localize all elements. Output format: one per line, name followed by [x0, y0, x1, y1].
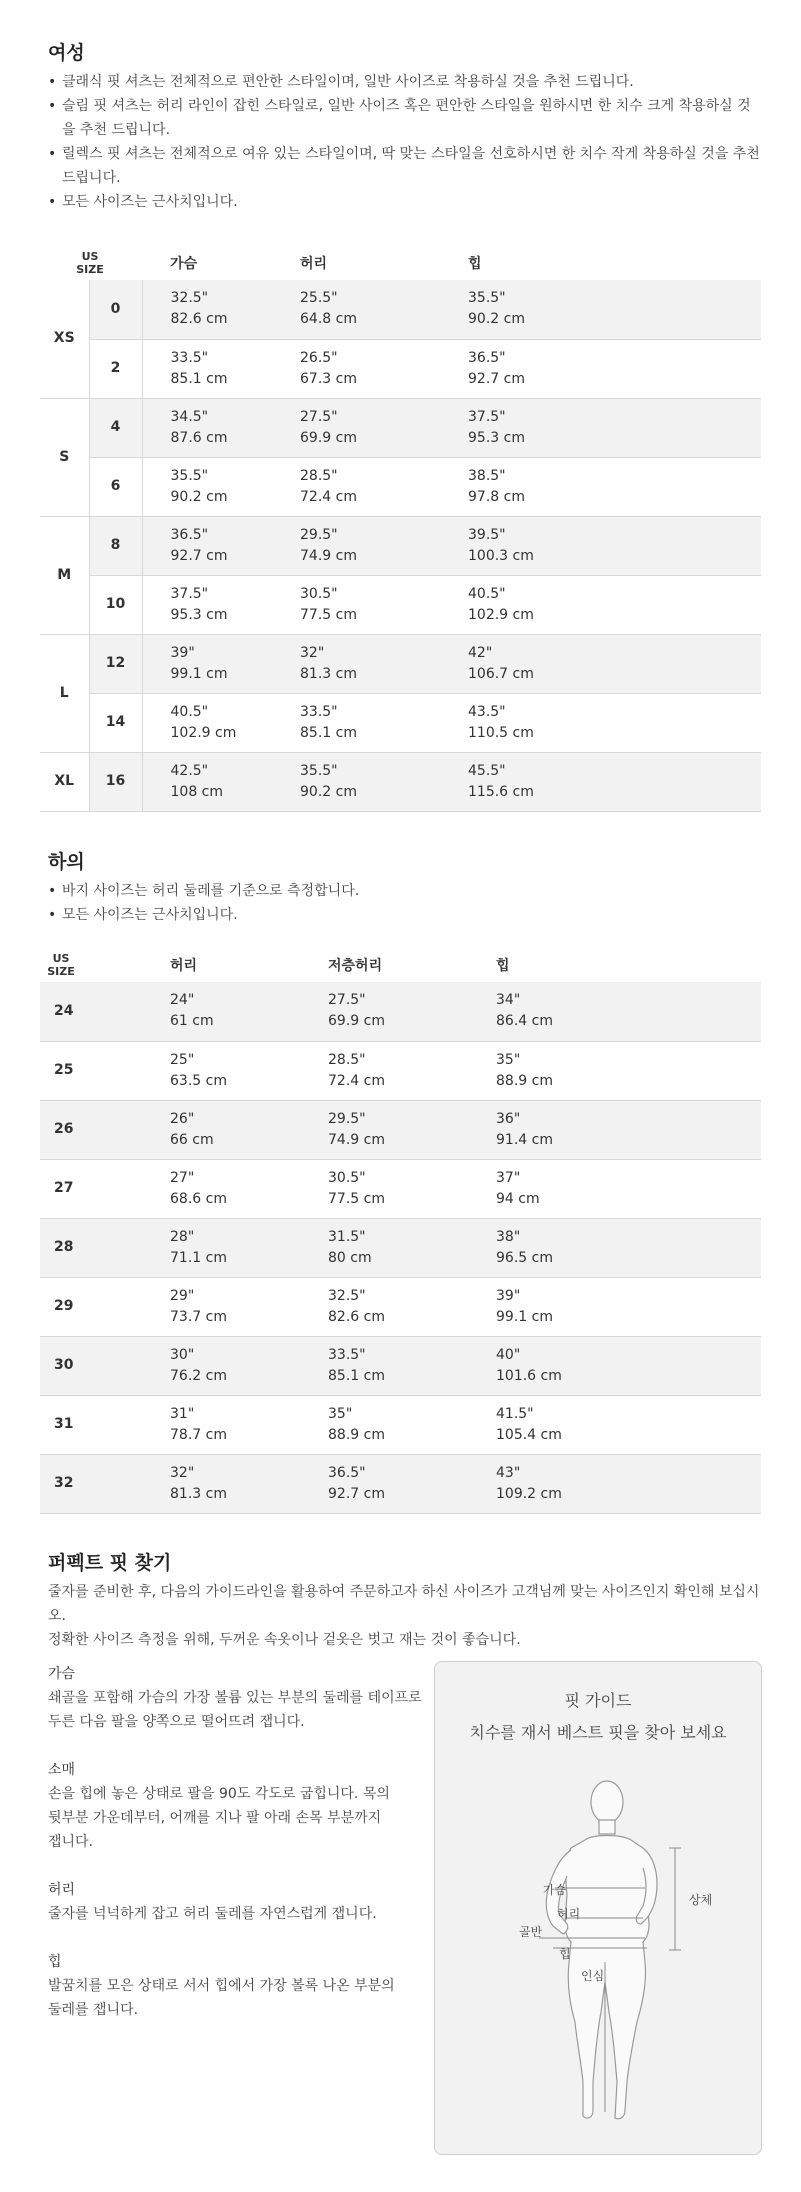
us-size: 30 — [40, 1336, 170, 1395]
waist-value: 35.5" 90.2 cm — [300, 752, 468, 811]
table-row — [40, 1395, 761, 1454]
us-size: 28 — [40, 1218, 170, 1277]
fit-intro-line: 줄자를 준비한 후, 다음의 가이드라인을 활용하여 주문하고자 하신 사이즈가 고객님께 맞는 사이즈인지 확인해 보십시오. — [48, 1584, 760, 1624]
table-row — [40, 339, 761, 398]
hip-value: 36.5" 92.7 cm — [468, 339, 761, 398]
waist-value: 27" 68.6 cm — [170, 1159, 328, 1218]
guide-text: 잽니다. — [48, 1834, 94, 1850]
fit-box-title: 핏 가이드 — [564, 1691, 632, 1710]
torso-label: 상체 — [689, 1893, 713, 1907]
waist-value: 31" 78.7 cm — [170, 1395, 328, 1454]
us-size: 6 — [89, 457, 142, 516]
chest-label: 가슴 — [543, 1883, 567, 1897]
chest-value: 34.5" 87.6 cm — [142, 398, 300, 457]
low-waist-value: 35" 88.9 cm — [328, 1395, 496, 1454]
waist-value: 25" 63.5 cm — [170, 1041, 328, 1100]
us-size: 25 — [40, 1041, 170, 1100]
hip-value: 41.5" 105.4 cm — [496, 1395, 761, 1454]
fit-box-subtitle: 치수를 재서 베스트 핏을 찾아 보세요 — [469, 1723, 727, 1742]
women-section-title: 여성 — [48, 42, 85, 64]
table-row — [40, 575, 761, 634]
table-row — [40, 1041, 761, 1100]
guide-text: 발꿈치를 모은 상태로 서서 힙에서 가장 볼록 나온 부분의 — [48, 1978, 395, 1994]
chest-value: 42.5" 108 cm — [142, 752, 300, 811]
low-waist-value: 27.5" 69.9 cm — [328, 982, 496, 1041]
table-row — [40, 1218, 761, 1277]
pelvis-label: 골반 — [519, 1925, 543, 1939]
low-waist-value: 31.5" 80 cm — [328, 1218, 496, 1277]
chest-value: 32.5" 82.6 cm — [142, 280, 300, 339]
hip-value: 35" 88.9 cm — [496, 1041, 761, 1100]
bottoms-size-table — [40, 948, 761, 1514]
hip-value: 39" 99.1 cm — [496, 1277, 761, 1336]
bottoms-section-title: 하의 — [48, 851, 85, 873]
waist-value: 27.5" 69.9 cm — [300, 398, 468, 457]
us-size: 16 — [89, 752, 142, 811]
table-row — [40, 1454, 761, 1513]
low-waist-header: 저층허리 — [328, 958, 383, 974]
table-row — [40, 398, 761, 457]
hip-value: 39.5" 100.3 cm — [468, 516, 761, 575]
chest-value: 40.5" 102.9 cm — [142, 693, 300, 752]
women-note: • 릴렉스 핏 셔츠는 전체적으로 여유 있는 스타일이며, 딱 맞는 스타일을 선호하시면 한 치수 작게 착용하실 것을 추천 드립니다. — [48, 142, 760, 190]
waist-value: 26.5" 67.3 cm — [300, 339, 468, 398]
us-size: 27 — [40, 1159, 170, 1218]
hip-value: 42" 106.7 cm — [468, 634, 761, 693]
low-waist-value: 36.5" 92.7 cm — [328, 1454, 496, 1513]
low-waist-value: 32.5" 82.6 cm — [328, 1277, 496, 1336]
us-size: 10 — [89, 575, 142, 634]
hip-label: 힙 — [559, 1947, 571, 1961]
bottoms-note: • 바지 사이즈는 허리 둘레를 기준으로 측정합니다. — [48, 879, 760, 903]
guide-heading: 소매 — [48, 1762, 76, 1778]
fit-intro — [48, 1580, 768, 1652]
waist-value: 28" 71.1 cm — [170, 1218, 328, 1277]
chest-value: 35.5" 90.2 cm — [142, 457, 300, 516]
waist-value: 28.5" 72.4 cm — [300, 457, 468, 516]
waist-value: 30" 76.2 cm — [170, 1336, 328, 1395]
women-note: • 클래식 핏 셔츠는 전체적으로 편안한 스타일이며, 일반 사이즈로 착용하실 것을 추천 드립니다. — [48, 70, 760, 94]
chest-value: 36.5" 92.7 cm — [142, 516, 300, 575]
waist-label: 허리 — [557, 1907, 581, 1921]
guide-text: 두른 다음 팔을 양쪽으로 떨어뜨려 잽니다. — [48, 1714, 305, 1730]
waist-value: 26" 66 cm — [170, 1100, 328, 1159]
guide-heading: 허리 — [48, 1882, 76, 1898]
guide-heading: 힙 — [48, 1954, 62, 1970]
hip-header: 힙 — [468, 256, 482, 272]
bottoms-notes — [48, 879, 760, 927]
guide-hip — [48, 1950, 428, 2022]
table-row — [40, 1277, 761, 1336]
guide-text: 쇄골을 포함해 가슴의 가장 볼륨 있는 부분의 둘레를 테이프로 — [48, 1690, 422, 1706]
waist-value: 29" 73.7 cm — [170, 1277, 328, 1336]
hip-value: 38.5" 97.8 cm — [468, 457, 761, 516]
us-size: 32 — [40, 1454, 170, 1513]
us-size: 29 — [40, 1277, 170, 1336]
guide-text: 줄자를 넉넉하게 잡고 허리 둘레를 자연스럽게 잽니다. — [48, 1906, 377, 1922]
hip-value: 35.5" 90.2 cm — [468, 280, 761, 339]
table-row — [40, 752, 761, 811]
us-size: 14 — [89, 693, 142, 752]
guide-waist — [48, 1878, 428, 1926]
hip-value: 43.5" 110.5 cm — [468, 693, 761, 752]
us-size: 8 — [89, 516, 142, 575]
table-row — [40, 634, 761, 693]
fit-guide-box — [434, 1661, 762, 2155]
hip-value: 36" 91.4 cm — [496, 1100, 761, 1159]
us-size-header: US SIZE — [47, 952, 75, 978]
hip-value: 43" 109.2 cm — [496, 1454, 761, 1513]
low-waist-value: 29.5" 74.9 cm — [328, 1100, 496, 1159]
us-size: 26 — [40, 1100, 170, 1159]
hip-header: 힙 — [496, 958, 510, 974]
waist-value: 30.5" 77.5 cm — [300, 575, 468, 634]
hip-value: 40" 101.6 cm — [496, 1336, 761, 1395]
hip-value: 37.5" 95.3 cm — [468, 398, 761, 457]
size-letter: XS — [40, 280, 89, 398]
table-row — [40, 1336, 761, 1395]
guide-text: 손을 힙에 놓은 상태로 팔을 90도 각도로 굽힙니다. 목의 — [48, 1786, 390, 1802]
hip-value: 40.5" 102.9 cm — [468, 575, 761, 634]
hip-value: 45.5" 115.6 cm — [468, 752, 761, 811]
waist-header: 허리 — [300, 256, 328, 272]
waist-header: 허리 — [170, 958, 198, 974]
waist-value: 33.5" 85.1 cm — [300, 693, 468, 752]
waist-value: 32" 81.3 cm — [170, 1454, 328, 1513]
size-letter: M — [40, 516, 89, 634]
women-size-table — [40, 246, 761, 812]
table-row — [40, 1100, 761, 1159]
low-waist-value: 28.5" 72.4 cm — [328, 1041, 496, 1100]
table-row — [40, 280, 761, 339]
fit-section-title: 퍼펙트 핏 찾기 — [48, 1552, 172, 1574]
hip-value: 34" 86.4 cm — [496, 982, 761, 1041]
table-row — [40, 1159, 761, 1218]
table-row — [40, 516, 761, 575]
table-row — [40, 982, 761, 1041]
chest-value: 33.5" 85.1 cm — [142, 339, 300, 398]
women-notes — [48, 70, 760, 214]
bottoms-note: • 모든 사이즈는 근사치입니다. — [48, 903, 760, 927]
guide-chest — [48, 1662, 428, 1734]
women-note: • 모든 사이즈는 근사치입니다. — [48, 190, 760, 214]
chest-value: 39" 99.1 cm — [142, 634, 300, 693]
guide-text: 뒷부분 가운데부터, 어깨를 지나 팔 아래 손목 부분까지 — [48, 1810, 382, 1826]
chest-header: 가슴 — [170, 256, 198, 272]
waist-value: 29.5" 74.9 cm — [300, 516, 468, 575]
size-letter: S — [40, 398, 89, 516]
table-row — [40, 693, 761, 752]
guide-heading: 가슴 — [48, 1666, 76, 1682]
guide-text: 둘레를 잽니다. — [48, 2002, 139, 2018]
us-size: 31 — [40, 1395, 170, 1454]
waist-value: 24" 61 cm — [170, 982, 328, 1041]
women-note: • 슬림 핏 셔츠는 허리 라인이 잡힌 스타일로, 일반 사이즈 혹은 편안한 스타일을 원하시면 한 치수 크게 착용하실 것을 추천 드립니다. — [48, 94, 760, 142]
us-size: 12 — [89, 634, 142, 693]
waist-value: 32" 81.3 cm — [300, 634, 468, 693]
table-row — [40, 457, 761, 516]
us-size: 24 — [40, 982, 170, 1041]
low-waist-value: 30.5" 77.5 cm — [328, 1159, 496, 1218]
low-waist-value: 33.5" 85.1 cm — [328, 1336, 496, 1395]
us-size-header: US SIZE — [76, 250, 104, 276]
hip-value: 38" 96.5 cm — [496, 1218, 761, 1277]
us-size: 2 — [89, 339, 142, 398]
us-size: 4 — [89, 398, 142, 457]
size-letter: L — [40, 634, 89, 752]
waist-value: 25.5" 64.8 cm — [300, 280, 468, 339]
hip-value: 37" 94 cm — [496, 1159, 761, 1218]
body-figure-icon — [435, 1662, 763, 2156]
inseam-label: 인심 — [581, 1969, 605, 1983]
fit-intro-line: 정확한 사이즈 측정을 위해, 두꺼운 속옷이나 겉옷은 벗고 재는 것이 좋습니다. — [48, 1632, 521, 1648]
size-letter: XL — [40, 752, 89, 811]
guide-sleeve — [48, 1758, 428, 1854]
us-size: 0 — [89, 280, 142, 339]
chest-value: 37.5" 95.3 cm — [142, 575, 300, 634]
